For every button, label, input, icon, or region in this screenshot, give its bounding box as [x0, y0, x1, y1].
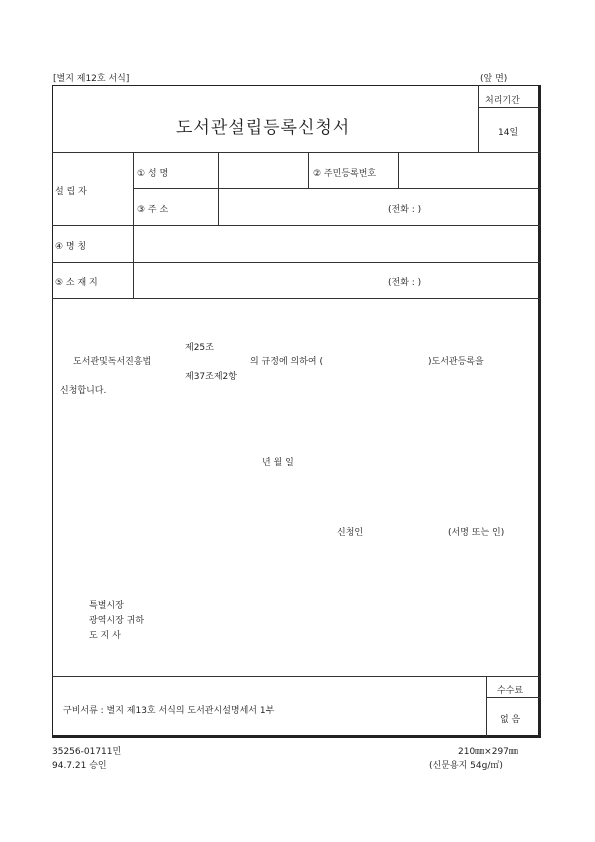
row-line-6: [52, 676, 541, 677]
article-top: 제25조: [185, 343, 214, 353]
rrn-divider-right: [398, 152, 399, 188]
row-line-1: [52, 152, 541, 153]
form-code: 35256-01711민: [52, 747, 122, 757]
form-reference: [별지 제12호 서식]: [53, 74, 130, 84]
form-title: 도서관설립등록신청서: [176, 118, 351, 138]
recipient-line-3: 도 지 사: [89, 631, 121, 641]
fee-value: 없 음: [500, 715, 521, 725]
body-middle-text: 의 규정에 의하여 (: [250, 357, 323, 367]
approval-date: 94.7.21 승인: [52, 761, 107, 771]
processing-period-label: 처리기간: [485, 96, 520, 106]
name-label: ① 성 명: [137, 169, 169, 179]
fee-divider: [486, 697, 541, 698]
rrn-label: ② 주민등록번호: [313, 169, 377, 179]
recipient-line-2: 광역시장 귀하: [89, 616, 145, 626]
processing-period-value: 14일: [498, 128, 519, 138]
label-column-divider: [133, 152, 134, 298]
library-name-label: ④ 명 칭: [55, 242, 87, 252]
location-label: ⑤ 소 재 지: [55, 278, 98, 288]
law-name: 도서관및독서진흥법: [73, 357, 152, 367]
body-suffix-text: )도서관등록을: [428, 357, 484, 367]
processing-divider: [478, 107, 540, 108]
article-bottom: 제37조제2항: [185, 372, 237, 382]
page-side-label: (앞 면): [480, 74, 508, 84]
rrn-divider-left: [308, 152, 309, 188]
paper-size: 210㎜×297㎜: [458, 747, 518, 757]
body-line-2: 신청합니다.: [60, 386, 107, 396]
date-line[interactable]: 년 월 일: [262, 458, 294, 468]
address-phone[interactable]: (전화 : ): [388, 205, 422, 215]
fee-label: 수수료: [497, 686, 524, 696]
title-divider: [478, 85, 479, 152]
row-line-2: [133, 188, 541, 189]
attachments-text: 구비서류 : 별지 제13호 서식의 도서관시설명세서 1부: [63, 706, 275, 716]
location-phone[interactable]: (전화 : ): [388, 278, 422, 288]
fee-column-divider: [486, 676, 487, 737]
row-line-5: [52, 298, 541, 299]
applicant-label: 신청인: [337, 528, 364, 538]
row-line-3: [52, 225, 541, 226]
field-column-divider: [218, 152, 219, 225]
recipient-line-1: 특별시장: [89, 601, 124, 611]
paper-type: (신문용지 54g/㎡): [429, 761, 503, 771]
signature-label[interactable]: (서명 또는 인): [448, 528, 505, 538]
row-line-4: [52, 262, 541, 263]
address-label: ③ 주 소: [137, 205, 169, 215]
founder-section-label: 설 립 자: [55, 187, 87, 197]
form-frame: [52, 85, 541, 738]
